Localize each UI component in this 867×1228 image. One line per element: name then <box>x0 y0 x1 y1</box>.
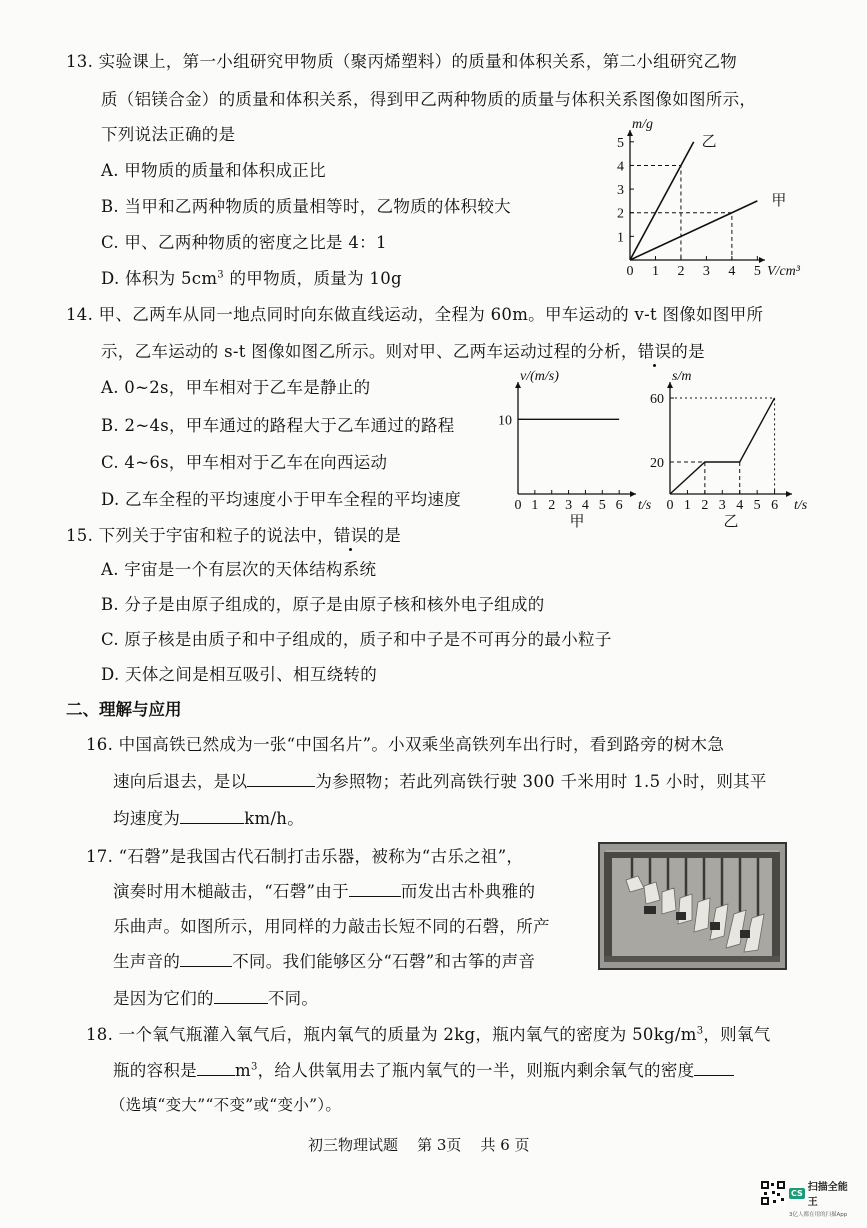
x-tick-label: 0 <box>514 498 522 513</box>
answer-blank[interactable] <box>180 807 244 824</box>
y-tick-label: 2 <box>617 206 624 222</box>
section-heading: 二、理解与应用 <box>66 700 182 719</box>
q15-option-c: C. 原子核是由质子和中子组成的，质子和中子是不可再分的最小粒子 <box>101 630 612 649</box>
stone-chime-photo <box>598 842 787 970</box>
q15-option-d: D. 天体之间是相互吸引、相互绕转的 <box>101 665 378 684</box>
scanner-logo: CS <box>791 1188 803 1198</box>
x-tick-label: 1 <box>531 498 539 513</box>
x-tick-label: 6 <box>771 498 779 513</box>
chart-title: 乙 <box>723 514 739 530</box>
x-tick-label: 2 <box>677 264 685 279</box>
q15-line1: 15. 下列关于宇宙和粒子的说法中，错误的是 <box>66 526 402 545</box>
x-tick-label: 3 <box>565 498 573 513</box>
x-tick-label: 1 <box>651 264 659 279</box>
x-tick-label: 5 <box>753 264 761 279</box>
x-tick-label: 3 <box>718 498 726 513</box>
scanner-watermark <box>789 1178 855 1218</box>
x-tick-label: 5 <box>598 498 606 513</box>
q14-option-c: C. 4~6s，甲车相对于乙车在向西运动 <box>101 453 388 472</box>
q14-option-a: A. 0~2s，甲车相对于乙车是静止的 <box>101 378 371 397</box>
answer-blank[interactable] <box>197 1059 235 1076</box>
q17-line4: 生声音的 不同。我们能够区分“石磬”和古筝的声音 <box>113 952 536 971</box>
x-tick-label: 5 <box>753 498 761 513</box>
y-axis-label: m/g <box>632 117 653 132</box>
q18-line1: 18. 一个氧气瓶灌入氧气后，瓶内氧气的质量为 2kg，瓶内氧气的密度为 $50kg/m^3$，则氧气 <box>86 1025 771 1044</box>
x-tick-label: 0 <box>626 264 634 279</box>
q18-line2: 瓶的容积是 $m^3$，给人供氧用去了瓶内氧气的一半，则瓶内剩余氧气的密度 <box>113 1057 734 1081</box>
scanner-subtitle: 3亿人都在用的扫描App <box>789 1212 848 1218</box>
x-tick-label: 2 <box>548 498 556 513</box>
q14-option-b: B. 2~4s，甲车通过的路程大于乙车通过的路程 <box>101 416 455 435</box>
y-tick-label: 20 <box>650 456 664 471</box>
q13-option-a: A. 甲物质的质量和体积成正比 <box>101 161 326 180</box>
q17-line1: 17. “石磬”是我国古代石制打击乐器，被称为“古乐之祖”， <box>86 847 524 866</box>
y-tick-label: 1 <box>617 230 624 246</box>
q16-line2: 速向后退去，是以 为参照物；若此列高铁行驶 300 千米用时 1.5 小时，则其平 <box>113 772 767 791</box>
x-axis-label: t/s <box>794 498 808 513</box>
chart-title: 甲 <box>569 514 585 530</box>
y-tick-label: 4 <box>617 159 624 175</box>
answer-blank[interactable] <box>349 880 401 897</box>
y-tick-label: 10 <box>498 413 512 429</box>
x-tick-label: 2 <box>701 498 709 513</box>
q17-line3: 乐曲声。如图所示，用同样的力敲击长短不同的石磬，所产 <box>113 917 550 936</box>
x-axis-arrow <box>630 491 636 497</box>
series-line <box>630 142 694 260</box>
q14-line2: 示，乙车运动的 s-t 图像如图乙所示。则对甲、乙两车运动过程的分析，错误的是 <box>101 342 705 361</box>
q15-option-a: A. 宇宙是一个有层次的天体结构系统 <box>101 560 377 579</box>
y-axis-label: v/(m/s) <box>520 369 559 384</box>
q17-line2: 演奏时用木槌敲击，“石磬”由于 而发出古朴典雅的 <box>113 882 536 901</box>
distance-time-chart <box>648 368 808 536</box>
q18-line3: （选填“变大”“不变”或“变小”）。 <box>110 1096 342 1114</box>
answer-blank[interactable] <box>180 950 232 967</box>
q13-option-d: D. 体积为 $5cm^3$ 的甲物质，质量为 10g <box>101 269 402 288</box>
y-tick-label: 5 <box>617 135 624 151</box>
series-label: 甲 <box>771 192 787 209</box>
q14-line1: 14. 甲、乙两车从同一地点同时向东做直线运动，全程为 60m。甲车运动的 v-t 图像如图甲所 <box>66 305 764 324</box>
velocity-time-chart <box>496 368 652 536</box>
series-line <box>630 201 757 260</box>
q17-line5: 是因为它们的 不同。 <box>113 989 319 1008</box>
q13-line1: 13. 实验课上，第一小组研究甲物质（聚丙烯塑料）的质量和体积关系，第二小组研究乙物 <box>66 52 738 71</box>
q16-line3: 均速度为 km/h。 <box>113 809 305 828</box>
q13-line3: 下列说法正确的是 <box>101 125 236 144</box>
answer-blank[interactable] <box>694 1059 734 1076</box>
x-tick-label: 4 <box>736 498 744 513</box>
x-tick-label: 0 <box>666 498 674 513</box>
series-label: 乙 <box>701 133 717 150</box>
x-tick-label: 3 <box>702 264 710 279</box>
page-footer: 初三物理试题 第 3页 共 6 页 <box>308 1136 530 1154</box>
x-axis-arrow <box>759 257 765 263</box>
x-axis-label: V/cm³ <box>767 264 800 279</box>
q13-option-b: B. 当甲和乙两种物质的质量相等时，乙物质的体积较大 <box>101 197 511 216</box>
scanner-name: 扫描全能王 <box>807 1182 848 1208</box>
y-tick-label: 60 <box>650 392 664 407</box>
answer-blank[interactable] <box>214 987 268 1004</box>
series-line <box>670 398 775 494</box>
q13-line2: 质（铝镁合金）的质量和体积关系，得到甲乙两种物质的质量与体积关系图像如图所示， <box>101 90 757 109</box>
y-tick-label: 3 <box>617 183 624 199</box>
x-tick-label: 4 <box>728 264 736 279</box>
q14-option-d: D. 乙车全程的平均速度小于甲车全程的平均速度 <box>101 490 462 509</box>
x-axis-label: t/s <box>638 498 652 513</box>
answer-blank[interactable] <box>247 770 315 787</box>
x-tick-label: 6 <box>615 498 623 513</box>
q13-option-c: C. 甲、乙两种物质的密度之比是 4：1 <box>101 233 387 252</box>
x-axis-arrow <box>786 491 792 497</box>
mass-volume-chart <box>610 112 800 287</box>
x-tick-label: 1 <box>683 498 691 513</box>
q15-option-b: B. 分子是由原子组成的，原子是由原子核和核外电子组成的 <box>101 595 545 614</box>
q16-line1: 16. 中国高铁已然成为一张“中国名片”。小双乘坐高铁列车出行时，看到路旁的树木急 <box>86 735 725 754</box>
qr-code-icon <box>760 1180 786 1206</box>
y-axis-label: s/m <box>672 369 692 384</box>
x-tick-label: 4 <box>581 498 589 513</box>
